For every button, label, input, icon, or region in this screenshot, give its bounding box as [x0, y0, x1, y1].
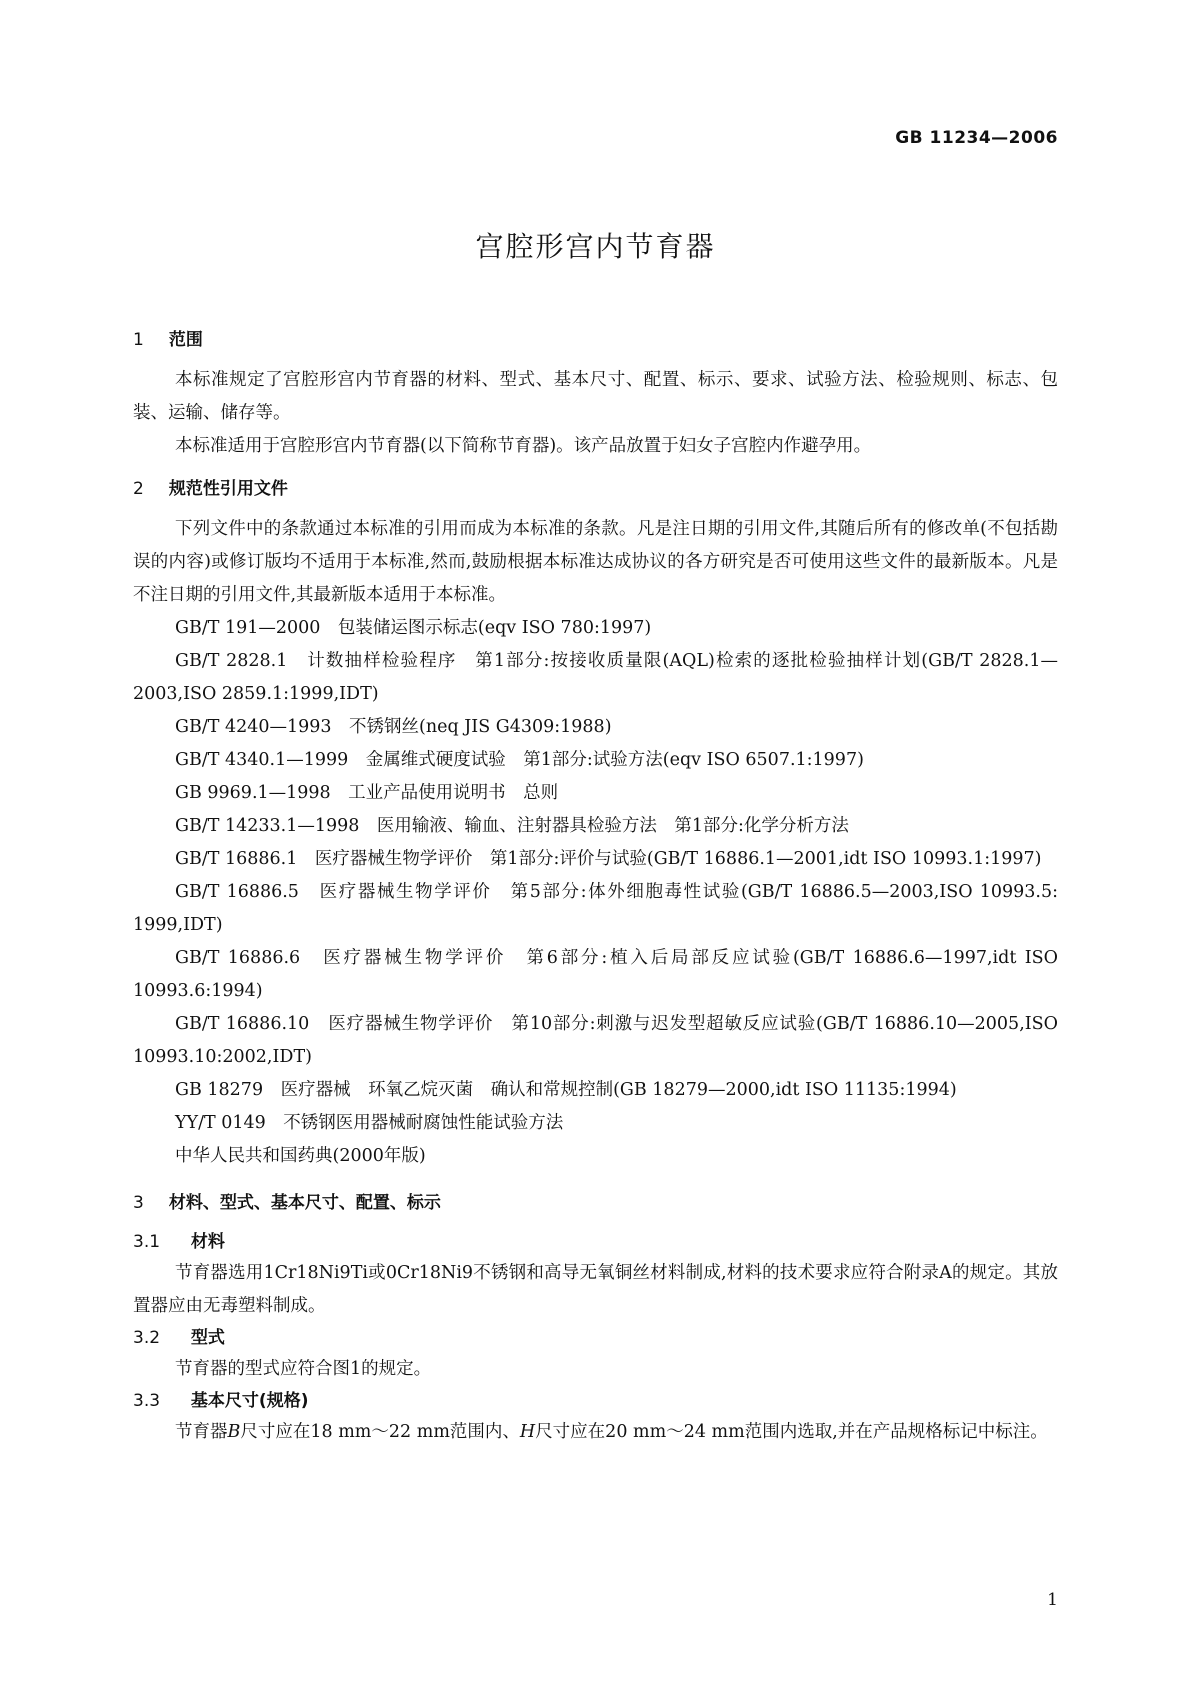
dimensions-text: 节育器	[175, 1422, 228, 1442]
subsection-number: 3.3	[133, 1391, 161, 1411]
variable-b: B	[227, 1422, 241, 1442]
reference-item: GB/T 16886.5 医疗器械生物学评价 第5部分:体外细胞毒性试验(GB/T 16886.5—2003,ISO 10993.5: 1999,IDT)	[133, 882, 1058, 935]
subsection-3-3-heading	[133, 1386, 1058, 1416]
dimensions-text: 尺寸应在20 mm～24 mm范围内选取,并在产品规格标记中标注。	[535, 1422, 1048, 1442]
section-title: 规范性引用文件	[168, 479, 288, 499]
standard-number: GB 11234—2006	[895, 128, 1058, 148]
references-intro: 下列文件中的条款通过本标准的引用而成为本标准的条款。凡是注日期的引用文件,其随后所有的修改单(不包括勘误的内容)或修订版均不适用于本标准,然而,鼓励根据本标准达成协议的各方研究是否可使用这些文件的最新版本。凡是不注日期的引用文件,其最新版本适用于本标准。	[133, 519, 1058, 605]
section-title: 材料、型式、基本尺寸、配置、标示	[168, 1193, 441, 1213]
subsection-3-2-heading	[133, 1323, 1058, 1353]
materials-paragraph: 节育器选用1Cr18Ni9Ti或0Cr18Ni9不锈钢和高导无氧铜丝材料制成,材料的技术要求应符合附录A的规定。其放置器应由无毒塑料制成。	[133, 1263, 1058, 1316]
document-body	[133, 326, 1058, 1449]
document-title: 宫腔形宫内节育器	[475, 230, 716, 263]
page-number: 1	[1047, 1590, 1058, 1610]
section-1-heading	[133, 326, 1058, 354]
section-number: 2	[133, 479, 144, 499]
scope-paragraph: 本标准规定了宫腔形宫内节育器的材料、型式、基本尺寸、配置、标示、要求、试验方法、检验规则、标志、包装、运输、储存等。	[133, 370, 1058, 423]
subsection-title: 材料	[190, 1232, 225, 1252]
subsection-title: 型式	[190, 1328, 225, 1348]
subsection-title: 基本尺寸(规格)	[190, 1391, 309, 1411]
reference-item: 中华人民共和国药典(2000年版)	[175, 1146, 426, 1166]
subsection-3-1-heading	[133, 1227, 1058, 1257]
dimensions-paragraph	[133, 1416, 1058, 1449]
type-paragraph: 节育器的型式应符合图1的规定。	[175, 1359, 432, 1379]
reference-item: GB 18279 医疗器械 环氧乙烷灭菌 确认和常规控制(GB 18279—2000,idt ISO 11135:1994)	[175, 1080, 957, 1100]
reference-item: GB/T 16886.6 医疗器械生物学评价 第6部分:植入后局部反应试验(GB/T 16886.6—1997,idt ISO 10993.6:1994)	[133, 948, 1058, 1001]
subsection-number: 3.1	[133, 1232, 161, 1252]
reference-item: GB 9969.1—1998 工业产品使用说明书 总则	[175, 783, 559, 803]
dimensions-text: 尺寸应在18 mm～22 mm范围内、	[240, 1422, 520, 1442]
section-3-heading	[133, 1189, 1058, 1217]
subsection-number: 3.2	[133, 1328, 161, 1348]
reference-item: GB/T 14233.1—1998 医用输液、输血、注射器具检验方法 第1部分:化学分析方法	[175, 816, 849, 836]
reference-item: YY/T 0149 不锈钢医用器械耐腐蚀性能试验方法	[175, 1113, 564, 1133]
reference-item: GB/T 191—2000 包装储运图示标志(eqv ISO 780:1997)	[175, 618, 652, 638]
reference-item: GB/T 16886.10 医疗器械生物学评价 第10部分:刺激与迟发型超敏反应试验(GB/T 16886.10—2005,ISO 10993.10:2002,IDT)	[133, 1014, 1058, 1067]
section-2-heading	[133, 475, 1058, 503]
reference-item: GB/T 16886.1 医疗器械生物学评价 第1部分:评价与试验(GB/T 16886.1—2001,idt ISO 10993.1:1997)	[175, 849, 1042, 869]
reference-item: GB/T 4340.1—1999 金属维式硬度试验 第1部分:试验方法(eqv ISO 6507.1:1997)	[175, 750, 864, 770]
reference-item: GB/T 2828.1 计数抽样检验程序 第1部分:按接收质量限(AQL)检索的逐批检验抽样计划(GB/T 2828.1—2003,ISO 2859.1:1999,IDT)	[133, 651, 1058, 704]
section-title: 范围	[168, 330, 203, 350]
section-number: 1	[133, 330, 144, 350]
section-number: 3	[133, 1193, 144, 1213]
scope-paragraph: 本标准适用于宫腔形宫内节育器(以下简称节育器)。该产品放置于妇女子宫腔内作避孕用。	[175, 436, 872, 456]
reference-item: GB/T 4240—1993 不锈钢丝(neq JIS G4309:1988)	[175, 717, 612, 737]
variable-h: H	[519, 1422, 536, 1442]
